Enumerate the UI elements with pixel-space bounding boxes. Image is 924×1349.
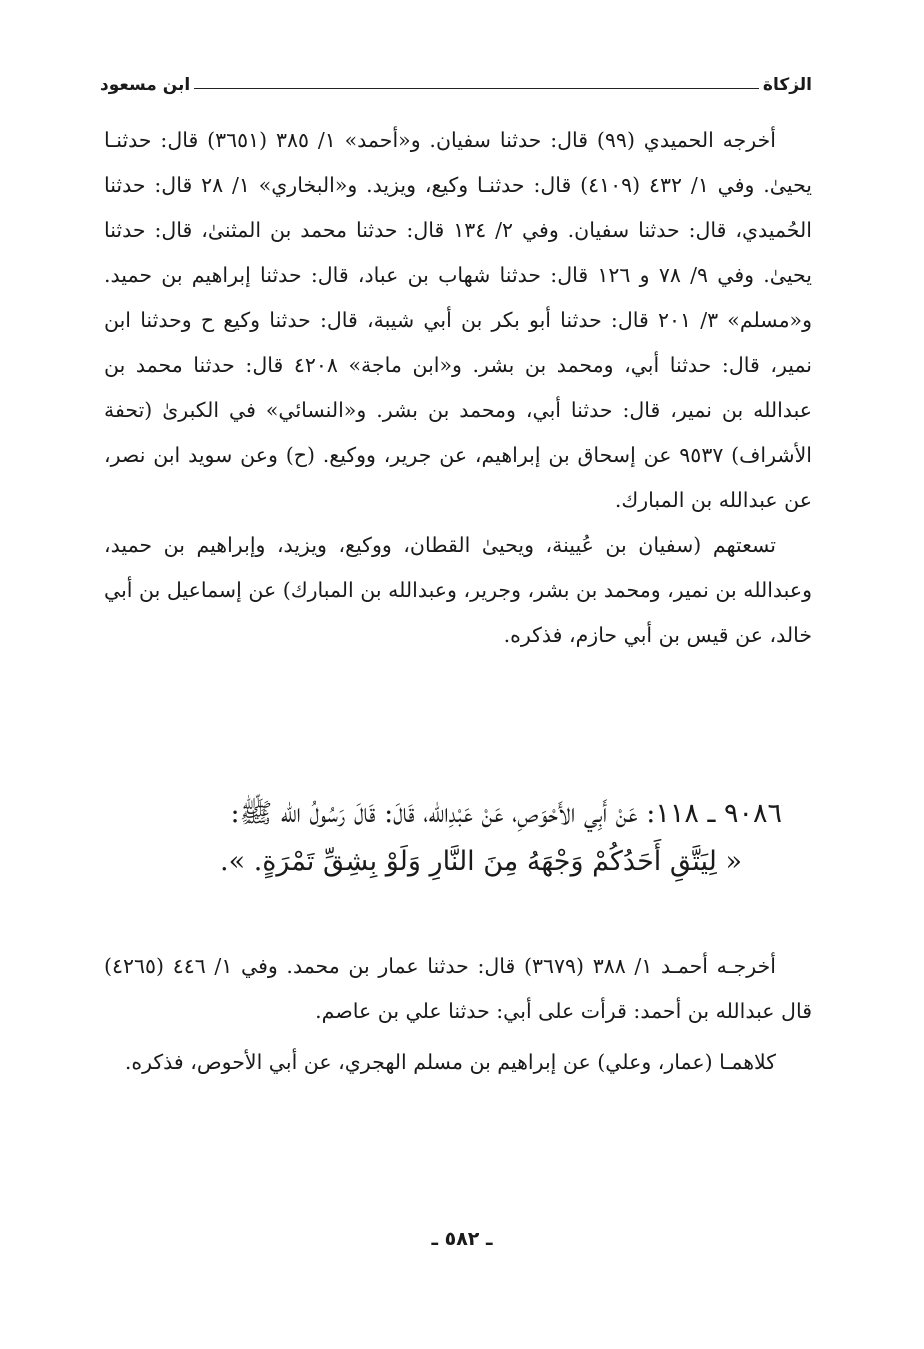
page-number: ـ ٥٨٢ ـ xyxy=(431,1228,493,1250)
takhrij-section-top xyxy=(104,118,812,658)
paragraph-ahmad: أخرجـه أحمـد ١/ ٣٨٨ (٣٦٧٩) قال: حدثنا عمار بن محمد. وفي ١/ ٤٤٦ (٤٢٦٥) قال عبدالله بن أحمد: قرأت على أبي: حدثنا علي بن عاصم. xyxy=(104,954,812,1023)
author-name: ابن مسعود xyxy=(100,75,191,95)
chapter-title: الزكاة xyxy=(762,75,812,95)
hadith-block xyxy=(104,790,812,886)
hadith-heading: ٩٠٨٦ ـ ١١٨: عَنْ أَبِي الأَحْوَصِ، عَنْ عَبْدِالله، قَالَ: قَالَ رَسُولُ الله ﷺ: xyxy=(230,798,782,829)
paragraph-narrators: تسعتهم (سفيان بن عُيينة، ويحيىٰ القطان، ووكيع، ويزيد، وإبراهيم بن حميد، وعبدالله بن نمير، ومحمد بن بشر، وجرير، وعبدالله بن المبارك) عن إسماعيل بن أبي خالد، عن قيس بن أبي حازم، فذكره. xyxy=(104,533,812,647)
header-rule xyxy=(194,88,759,89)
running-header xyxy=(100,72,812,98)
takhrij-section-bottom xyxy=(104,944,812,1085)
paragraph-sources: أخرجه الحميدي (٩٩) قال: حدثنا سفيان. و«أحمد» ١/ ٣٨٥ (٣٦٥١) قال: حدثنـا يحيىٰ. وفي ١/ ٤٣٢ (٤١٠٩) قال: حدثنـا وكيع، ويزيد. و«البخاري» ١/ ٢٨ قال: حدثنا الحُميدي، قال: حدثنا سفيان. وفي ٢/ ١٣٤ قال: حدثنا محمد بن المثنىٰ، قال: حدثنا يحيىٰ. وفي ٩/ ٧٨ و ١٢٦ قال: حدثنا شهاب بن عباد، قال: حدثنا إبراهيم بن حميد. و«مسلم» ٣/ ٢٠١ قال: حدثنا أبو بكر بن أبي شيبة، قال: حدثنا وكيع ح وحدثنا ابن نمير، قال: حدثنا أبي، ومحمد بن بشر. و«ابن ماجة» ٤٢٠٨ قال: حدثنا محمد بن عبدالله بن نمير، قال: حدثنا أبي، ومحمد بن بشر. و«النسائي» في الكبرىٰ (تحفة الأشراف) ٩٥٣٧ عن إسحاق بن إبراهيم، عن جرير، ووكيع. (ح) وعن سويد ابن نصر، عن عبدالله بن المبارك. xyxy=(104,128,813,512)
hadith-text: « لِيَتَّقِ أَحَدُكُمْ وَجْهَهُ مِنَ النَّارِ وَلَوْ بِشِقِّ تَمْرَةٍ. ». xyxy=(220,846,742,877)
paragraph-both: كلاهمـا (عمار، وعلي) عن إبراهيم بن مسلم الهجري، عن أبي الأحوص، فذكره. xyxy=(124,1050,776,1074)
